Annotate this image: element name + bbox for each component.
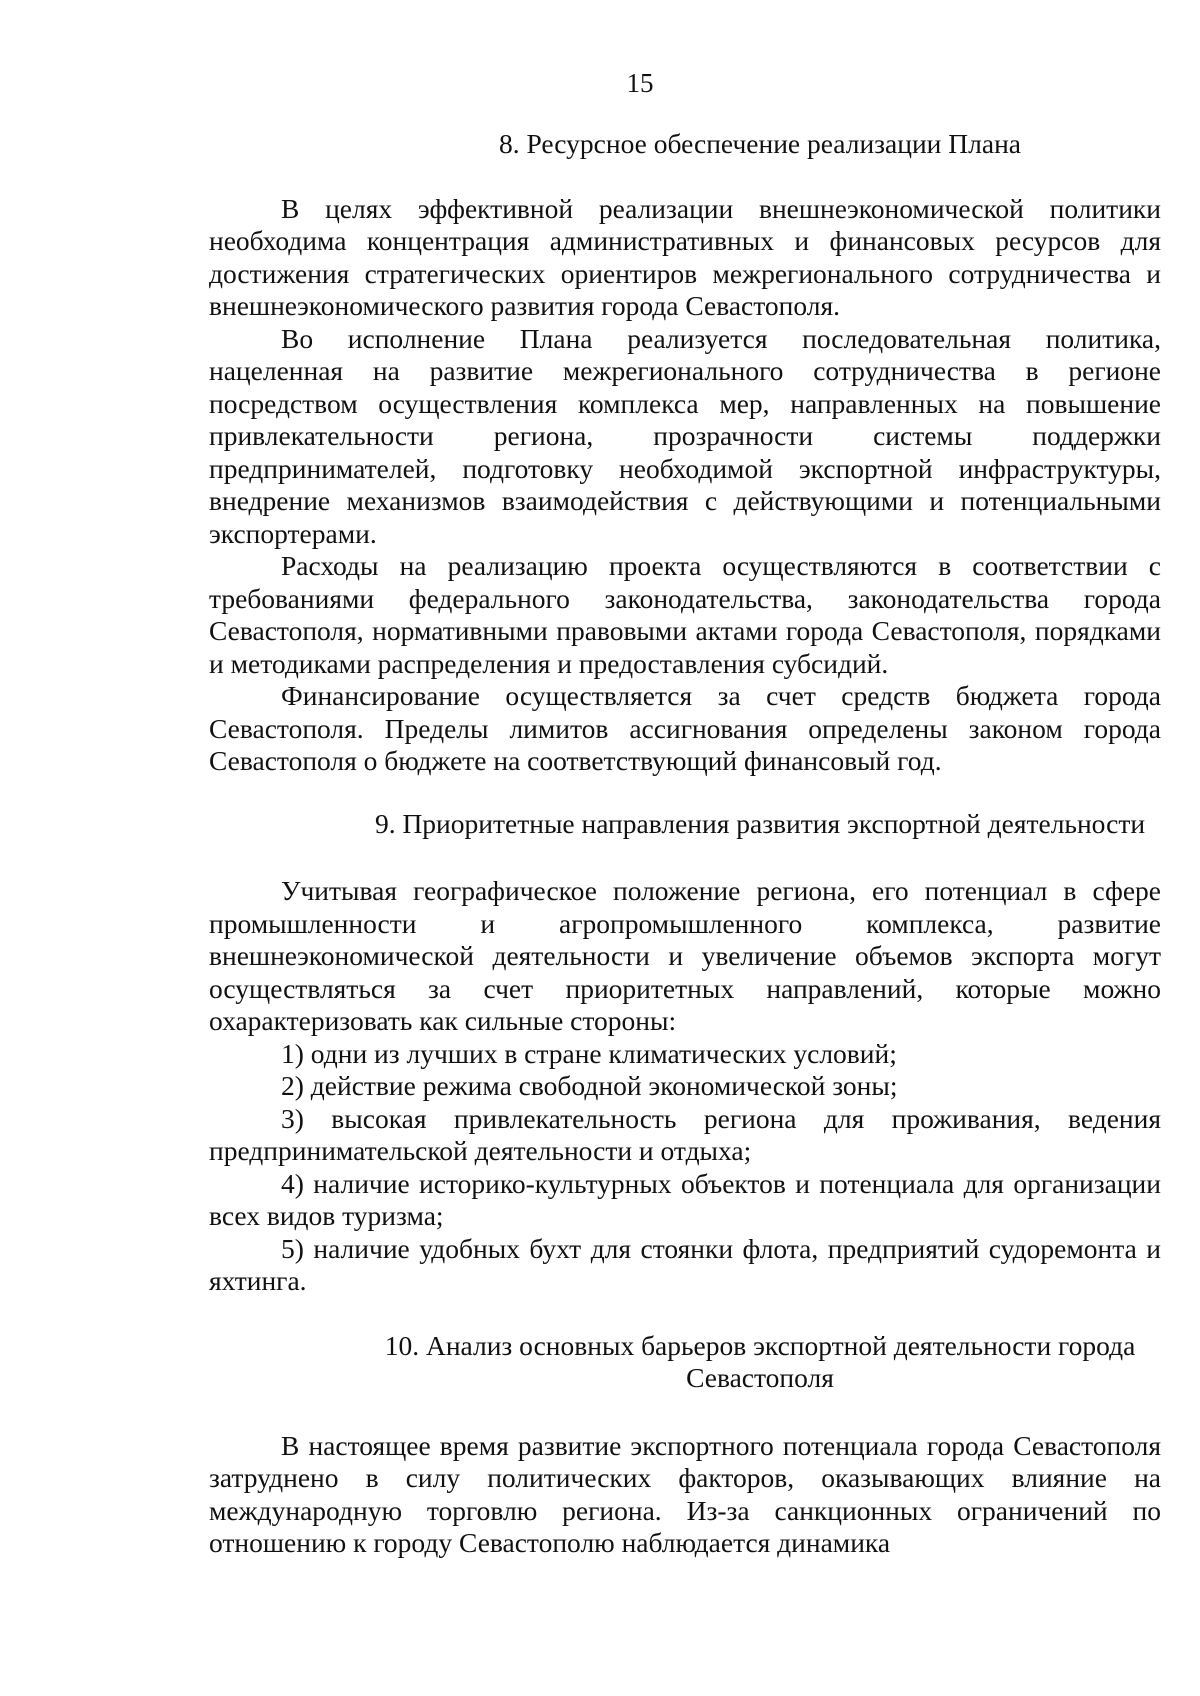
document-body bbox=[209, 128, 1161, 1560]
section-10-heading-line-2: Севастополя bbox=[686, 1362, 834, 1393]
section-10-paragraph-1: В настоящее время развитие экспортного потенциала города Севастополя затруднено в силу политических факторов, оказывающих влияние на международную торговлю региона. Из-за санкционных ограничений по отношению к городу Севастополю наблюдается динамика bbox=[209, 1429, 1161, 1558]
section-9-list-item-2: 2) действие режима свободной экономической зоны; bbox=[281, 1070, 898, 1101]
section-8-paragraph-3: Расходы на реализацию проекта осуществляются в соответствии с требованиями федерального законодательства, законодательства города Севастополя, нормативными правовыми актами города Севастополя, порядками и методиками распределения и предоставления субсидий. bbox=[209, 550, 1161, 679]
section-9-list-item-5: 5) наличие удобных бухт для стоянки флота, предприятий судоремонта и яхтинга. bbox=[209, 1232, 1161, 1296]
section-9-paragraph-intro: Учитывая географическое положение региона, его потенциал в сфере промышленности и агропромышленного комплекса, развитие внешнеэкономической деятельности и увеличение объемов экспорта могут осуществляться за счет приоритетных направлений, которые можно охарактеризовать как сильные стороны: bbox=[209, 875, 1161, 1036]
section-8-paragraph-2: Во исполнение Плана реализуется последовательная политика, нацеленная на развитие межрегионального сотрудничества в регионе посредством осуществления комплекса мер, направленных на повышение привлекательности региона, прозрачности системы поддержки предпринимателей, подготовку необходимой экспортной инфраструктуры, внедрение механизмов взаимодействия с действующими и потенциальными экспортерами. bbox=[209, 322, 1161, 549]
section-9-list-item-3: 3) высокая привлекательность региона для проживания, ведения предпринимательской деятельности и отдыха; bbox=[209, 1102, 1161, 1166]
section-9-list-item-4: 4) наличие историко-культурных объектов и потенциала для организации всех видов туризма; bbox=[209, 1167, 1161, 1231]
section-8-paragraph-1: В целях эффективной реализации внешнеэкономической политики необходима концентрация административных и финансовых ресурсов для достижения стратегических ориентиров межрегионального сотрудничества и внешнеэкономического развития города Севастополя. bbox=[209, 192, 1161, 321]
section-10-heading-line-1: 10. Анализ основных барьеров экспортной деятельности города bbox=[384, 1329, 1136, 1361]
section-8-heading: 8. Ресурсное обеспечение реализации Плана bbox=[498, 128, 1021, 159]
page-number: 15 bbox=[626, 68, 654, 98]
section-9-heading: 9. Приоритетные направления развития экспортной деятельности bbox=[374, 807, 1146, 839]
section-8-paragraph-4: Финансирование осуществляется за счет средств бюджета города Севастополя. Пределы лимитов ассигнования определены законом города Севастополя о бюджете на соответствующий финансовый год. bbox=[209, 680, 1161, 776]
section-9-list-item-1: 1) одни из лучших в стране климатических условий; bbox=[281, 1037, 897, 1069]
section-10-heading bbox=[209, 1330, 1161, 1395]
